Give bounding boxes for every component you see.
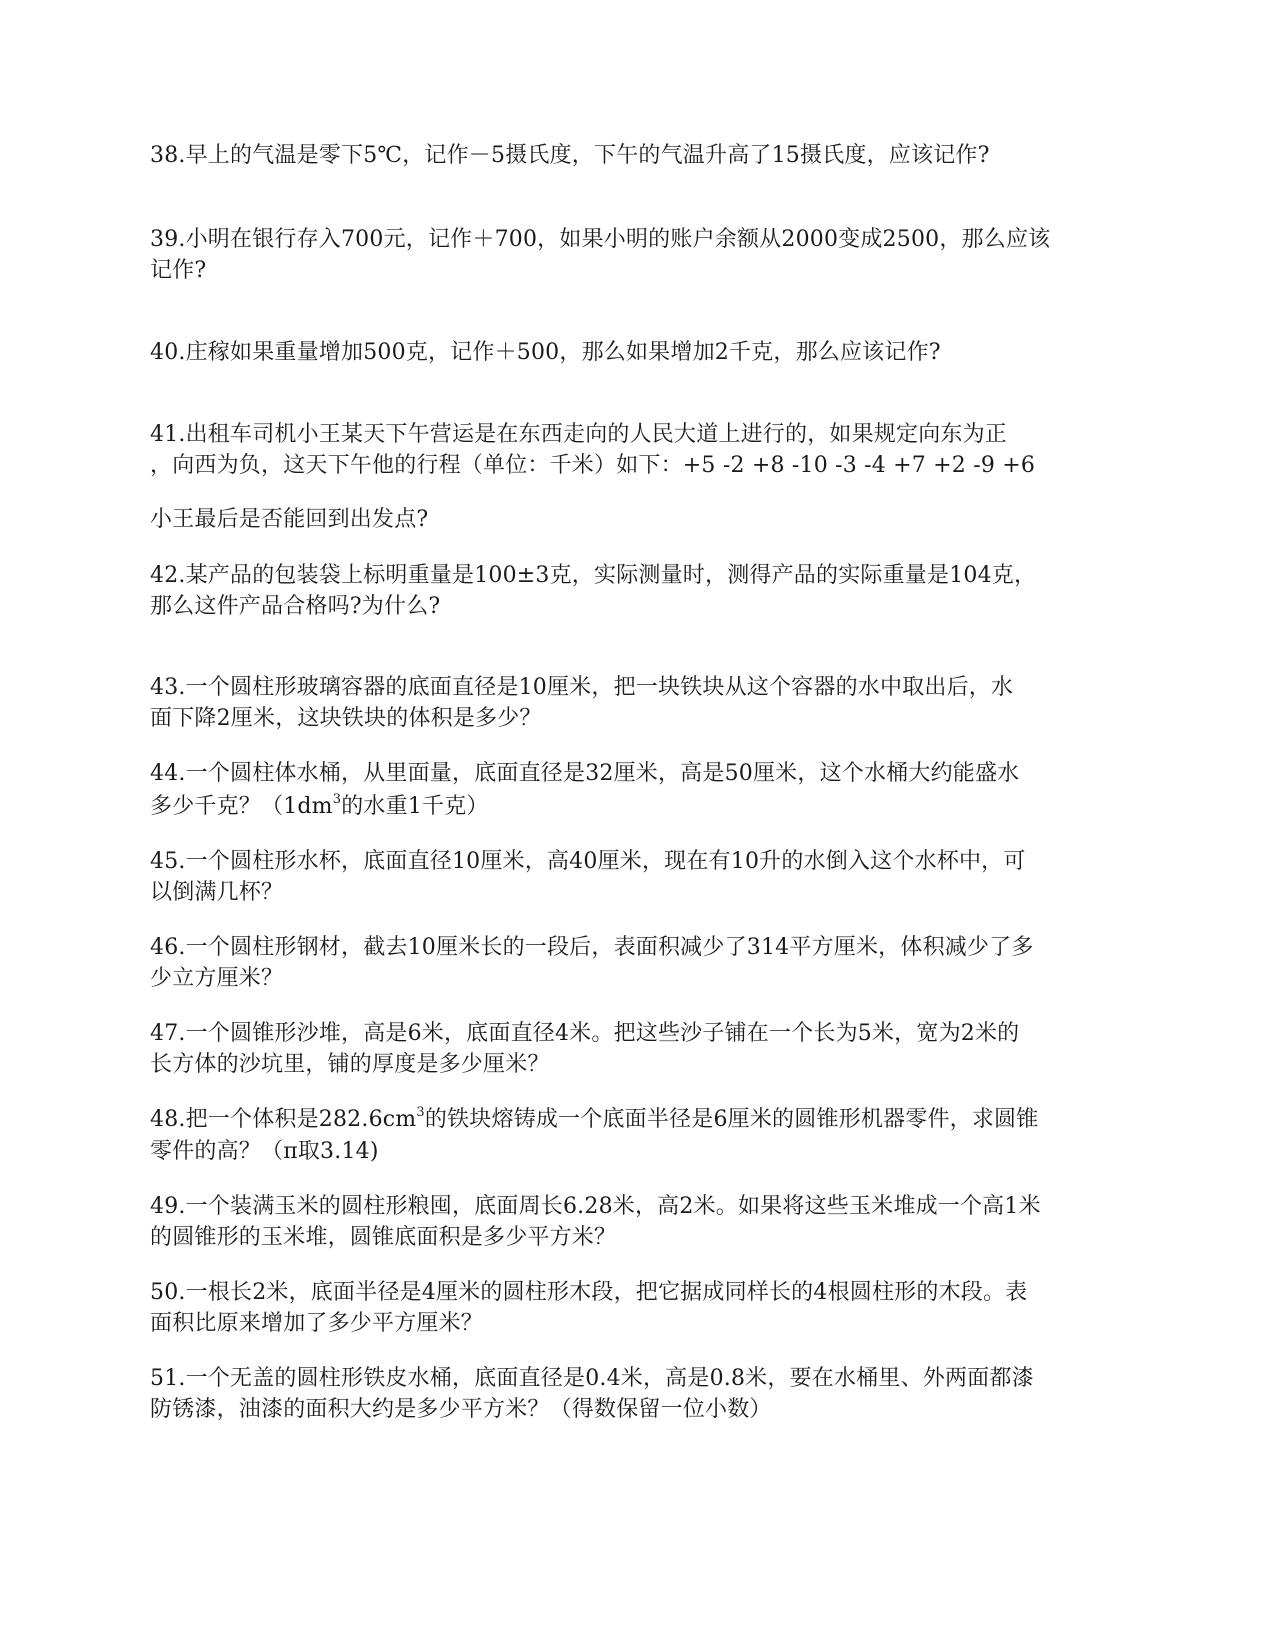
question-40-line-1: 40.庄稼如果重量增加500克，记作＋500，那么如果增加2千克，那么应该记作? [150, 340, 941, 365]
question-48-line-1-post: 的铁块熔铸成一个底面半径是6厘米的圆锥形机器零件，求圆锥 [424, 1107, 1039, 1132]
question-42-line-2: 那么这件产品合格吗?为什么? [150, 594, 441, 619]
question-48-line-1 [150, 1104, 1130, 1136]
question-46-line-1: 46.一个圆柱形钢材，截去10厘米长的一段后，表面积减少了314平方厘米，体积减少了多 [150, 935, 1034, 960]
question-41-line-3: 小王最后是否能回到出发点? [150, 507, 429, 532]
question-48-line-2: 零件的高？（π取3.14) [150, 1139, 379, 1164]
question-44-line-2 [150, 791, 1130, 823]
question-50-line-2: 面积比原来增加了多少平方厘米？ [150, 1311, 484, 1336]
question-47-line-1: 47.一个圆锥形沙堆，高是6米，底面直径4米。把这些沙子铺在一个长为5米，宽为2米的 [150, 1021, 1020, 1046]
question-41-line-1: 41.出租车司机小王某天下午营运是在东西走向的人民大道上进行的，如果规定向东为正 [150, 422, 1007, 447]
question-49-line-2: 的圆锥形的玉米堆，圆锥底面积是多少平方米？ [150, 1225, 617, 1250]
question-50-line-1: 50.一根长2米，底面半径是4厘米的圆柱形木段，把它据成同样长的4根圆柱形的木段。表 [150, 1280, 1028, 1305]
question-44-superscript: 3 [332, 791, 342, 807]
question-43-line-2: 面下降2厘米，这块铁块的体积是多少？ [150, 706, 542, 731]
question-44-line-2-pre: 多少千克？（1dm [150, 794, 333, 819]
question-51-line-2: 防锈漆，油漆的面积大约是多少平方米？（得数保留一位小数） [150, 1397, 772, 1422]
question-39-line-1: 39.小明在银行存入700元，记作＋700，如果小明的账户余额从2000变成2500，那么应该 [150, 227, 1051, 252]
question-38-line-1: 38.早上的气温是零下5℃，记作－5摄氏度，下午的气温升高了15摄氏度，应该记作? [150, 143, 990, 168]
question-48-superscript: 3 [416, 1104, 425, 1120]
question-48-line-1-pre: 48.把一个体积是282.6cm [150, 1107, 417, 1132]
question-43-line-1: 43.一个圆柱形玻璃容器的底面直径是10厘米，把一块铁块从这个容器的水中取出后，水 [150, 675, 1014, 700]
question-41-line-2: ，向西为负，这天下午他的行程（单位：千米）如下：+5 -2 +8 -10 -3 -4 +7 +2 -9 +6 [150, 453, 1036, 478]
question-39-line-2: 记作? [150, 258, 207, 283]
question-49-line-1: 49.一个装满玉米的圆柱形粮囤，底面周长6.28米，高2米。如果将这些玉米堆成一个高1米 [150, 1194, 1041, 1219]
question-51-line-1: 51.一个无盖的圆柱形铁皮水桶，底面直径是0.4米，高是0.8米，要在水桶里、外两面都漆 [150, 1366, 1034, 1391]
question-45-line-2: 以倒满几杯？ [150, 880, 284, 905]
question-42-line-1: 42.某产品的包装袋上标明重量是100±3克，实际测量时，测得产品的实际重量是104克， [150, 563, 1037, 588]
question-45-line-1: 45.一个圆柱形水杯，底面直径10厘米，高40厘米，现在有10升的水倒入这个水杯中，可 [150, 849, 1026, 874]
question-44-line-2-post: 的水重1千克） [341, 794, 489, 819]
question-44-line-1: 44.一个圆柱体水桶，从里面量，底面直径是32厘米，高是50厘米，这个水桶大约能盛水 [150, 761, 1020, 786]
question-47-line-2: 长方体的沙坑里，铺的厚度是多少厘米？ [150, 1052, 550, 1077]
question-46-line-2: 少立方厘米？ [150, 966, 284, 991]
